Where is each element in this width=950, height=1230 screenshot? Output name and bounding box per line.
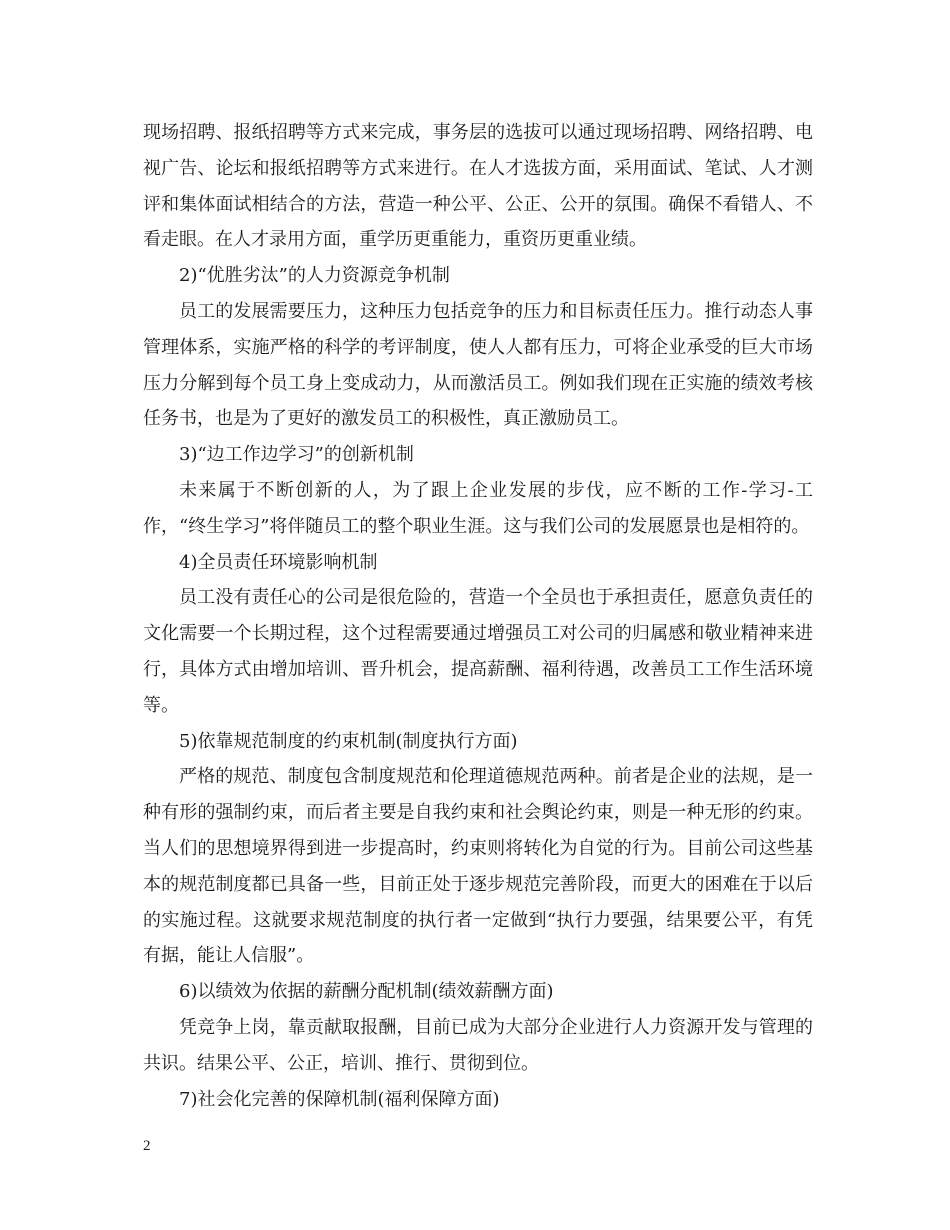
paragraph: 凭竞争上岗，靠贡献取报酬，目前已成为大部分企业进行人力资源开发与管理的共识。结果公平、公正，培训、推行、贯彻到位。 (143, 1016, 813, 1074)
paragraph: 严格的规范、制度包含制度规范和伦理道德规范两种。前者是企业的法规，是一种有形的强制约束，而后者主要是自我约束和社会舆论约束，则是一种无形的约束。当人们的思想境界得到进一步提高时，约束则将转化为自觉的行为。目前公司这些基本的规范制度都已具备一些，目前正处于逐步规范完善阶段，而更大的困难在于以后的实施过程。这就要求规范制度的执行者一定做到“执行力要强，结果要公平，有凭有据，能让人信服”。 (143, 766, 813, 967)
section-heading: 3)“边工作边学习”的创新机制 (179, 444, 414, 466)
paragraph: 现场招聘、报纸招聘等方式来完成，事务层的选拔可以通过现场招聘、网络招聘、电视广告、论坛和报纸招聘等方式来进行。在人才选拔方面，采用面试、笔试、人才测评和集体面试相结合的方法，营造一种公平、公正、公开的氛围。确保不看错人、不看走眼。在人才录用方面，重学历更重能力，重资历更重业绩。 (143, 122, 813, 251)
page-number: 2 (143, 1138, 151, 1154)
section-heading: 5)依靠规范制度的约束机制(制度执行方面) (179, 730, 518, 752)
section-heading: 7)社会化完善的保障机制(福利保障方面) (179, 1088, 500, 1110)
section-heading: 2)“优胜劣汰”的人力资源竞争机制 (179, 265, 450, 287)
section-heading: 6)以绩效为依据的薪酬分配机制(绩效薪酬方面) (179, 981, 554, 1003)
paragraph: 员工的发展需要压力，这种压力包括竞争的压力和目标责任压力。推行动态人事管理体系，实施严格的科学的考评制度，使人人都有压力，可将企业承受的巨大市场压力分解到每个员工身上变成动力，从而激活员工。例如我们现在正实施的绩效考核任务书，也是为了更好的激发员工的积极性，真正激励员工。 (143, 300, 813, 430)
document-body (143, 115, 813, 1117)
paragraph: 未来属于不断创新的人，为了跟上企业发展的步伐，应不断的工作-学习-工作，“终生学习”将伴随员工的整个职业生涯。这与我们公司的发展愿景也是相符的。 (143, 479, 813, 537)
section-heading: 4)全员责任环境影响机制 (179, 551, 378, 573)
paragraph: 员工没有责任心的公司是很危险的，营造一个全员也于承担责任，愿意负责任的文化需要一个长期过程，这个过程需要通过增强员工对公司的归属感和敬业精神来进行，具体方式由增加培训、晋升机会，提高薪酬、福利待遇，改善员工工作生活环境等。 (143, 587, 813, 716)
